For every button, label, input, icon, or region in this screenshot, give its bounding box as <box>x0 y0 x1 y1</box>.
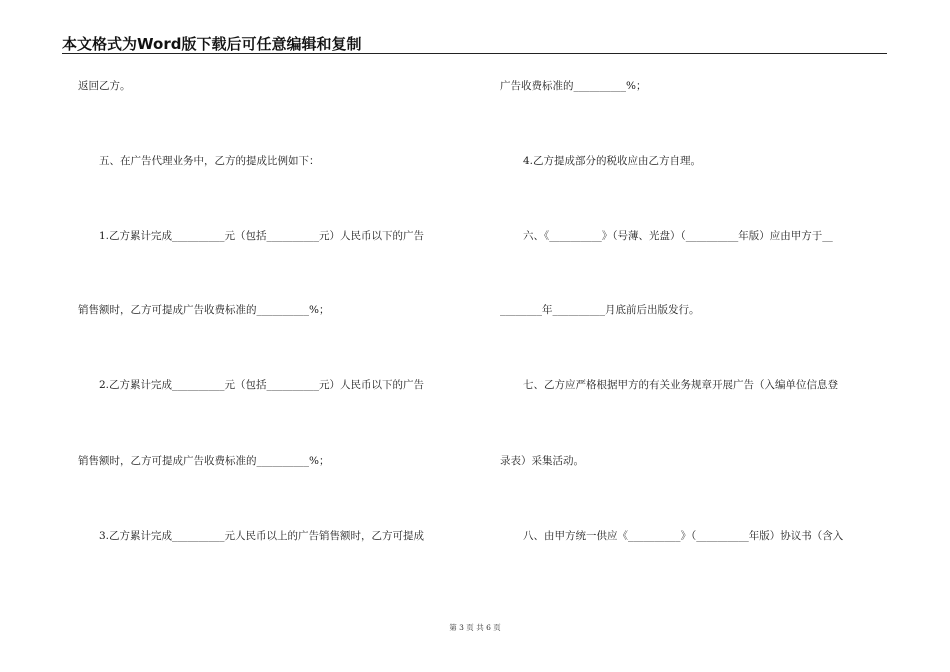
right-line-1: 广告收费标准的__________%； <box>500 80 647 92</box>
left-line-6: 销售额时，乙方可提成广告收费标准的__________%； <box>78 455 330 467</box>
left-line-3: 1.乙方累计完成__________元（包括__________元）人民币以下的广告 <box>99 230 425 242</box>
left-line-2: 五、在广告代理业务中，乙方的提成比例如下： <box>99 155 320 167</box>
header-divider <box>62 53 887 54</box>
left-line-1: 返回乙方。 <box>78 80 131 92</box>
left-line-5: 2.乙方累计完成__________元（包括__________元）人民币以下的广告 <box>99 379 425 391</box>
right-line-5: 七、乙方应严格根据甲方的有关业务规章开展广告（入编单位信息登 <box>523 379 838 391</box>
right-line-6: 录表）采集活动。 <box>500 455 584 467</box>
document-header-title: 本文格式为Word版下载后可任意编辑和复制 <box>62 35 362 53</box>
left-line-4: 销售额时，乙方可提成广告收费标准的__________%； <box>78 304 330 316</box>
right-line-3: 六、《__________》（号薄、光盘）（__________年版）应由甲方于__ <box>523 230 833 242</box>
right-line-2: 4.乙方提成部分的税收应由乙方自理。 <box>523 155 702 167</box>
right-line-4: ________年__________月底前后出版发行。 <box>500 304 700 316</box>
left-line-7: 3.乙方累计完成__________元人民币以上的广告销售额时，乙方可提成 <box>99 530 425 542</box>
page-number-footer: 第 3 页 共 6 页 <box>449 623 501 632</box>
right-line-7: 八、由甲方统一供应《__________》（__________年版）协议书（含入 <box>523 530 844 542</box>
